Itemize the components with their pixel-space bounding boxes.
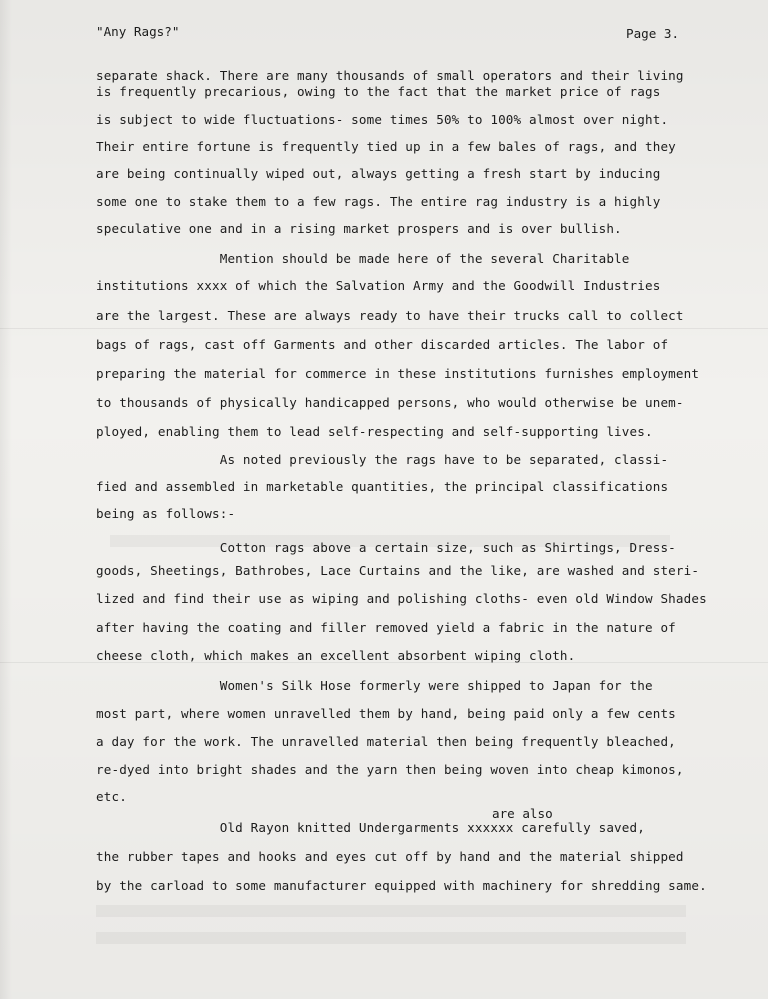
bleed-through-mark	[96, 905, 686, 917]
text-line: some one to stake them to a few rags. The entire rag industry is a highly	[96, 194, 661, 209]
text-line: ployed, enabling them to lead self-respecting and self-supporting lives.	[96, 424, 653, 439]
text-line: institutions xxxx of which the Salvation Army and the Goodwill Industries	[96, 278, 661, 293]
text-line: preparing the material for commerce in these institutions furnishes employment	[96, 366, 700, 381]
bleed-through-mark	[96, 932, 686, 944]
page-number: Page 3.	[626, 26, 680, 41]
text-line: is frequently precarious, owing to the fact that the market price of rags	[96, 84, 661, 99]
text-line: are being continually wiped out, always getting a fresh start by inducing	[96, 166, 661, 181]
text-line: Old Rayon knitted Undergarments xxxxxx carefully saved,	[96, 820, 645, 835]
fold-crease	[0, 328, 768, 329]
text-line: are the largest. These are always ready to have their trucks call to collect	[96, 308, 684, 323]
text-line: fied and assembled in marketable quantities, the principal classifications	[96, 479, 669, 494]
text-line: most part, where women unravelled them by hand, being paid only a few cents	[96, 706, 676, 721]
text-line: separate shack. There are many thousands of small operators and their living	[96, 68, 684, 83]
text-line: Cotton rags above a certain size, such as Shirtings, Dress-	[96, 540, 676, 555]
text-line: speculative one and in a rising market prospers and is over bullish.	[96, 221, 622, 236]
text-line: cheese cloth, which makes an excellent absorbent wiping cloth.	[96, 648, 576, 663]
text-line: Women's Silk Hose formerly were shipped to Japan for the	[96, 678, 653, 693]
text-line: As noted previously the rags have to be separated, classi-	[96, 452, 669, 467]
text-line: being as follows:-	[96, 506, 236, 521]
text-line: Mention should be made here of the several Charitable	[96, 251, 630, 266]
text-line: to thousands of physically handicapped persons, who would otherwise be unem-	[96, 395, 684, 410]
text-line: re-dyed into bright shades and the yarn then being woven into cheap kimonos,	[96, 762, 684, 777]
typed-insertion: are also	[492, 806, 553, 821]
text-line: etc.	[96, 789, 127, 804]
text-line: a day for the work. The unravelled material then being frequently bleached,	[96, 734, 676, 749]
text-line: goods, Sheetings, Bathrobes, Lace Curtains and the like, are washed and steri-	[96, 563, 700, 578]
text-line: after having the coating and filler removed yield a fabric in the nature of	[96, 620, 676, 635]
text-line: is subject to wide fluctuations- some times 50% to 100% almost over night.	[96, 112, 669, 127]
text-line: the rubber tapes and hooks and eyes cut off by hand and the material shipped	[96, 849, 684, 864]
text-line: by the carload to some manufacturer equipped with machinery for shredding same.	[96, 878, 707, 893]
text-line: Their entire fortune is frequently tied up in a few bales of rags, and they	[96, 139, 676, 154]
text-line: lized and find their use as wiping and polishing cloths- even old Window Shades	[96, 591, 707, 606]
text-line: bags of rags, cast off Garments and other discarded articles. The labor of	[96, 337, 669, 352]
document-title: "Any Rags?"	[96, 24, 180, 39]
